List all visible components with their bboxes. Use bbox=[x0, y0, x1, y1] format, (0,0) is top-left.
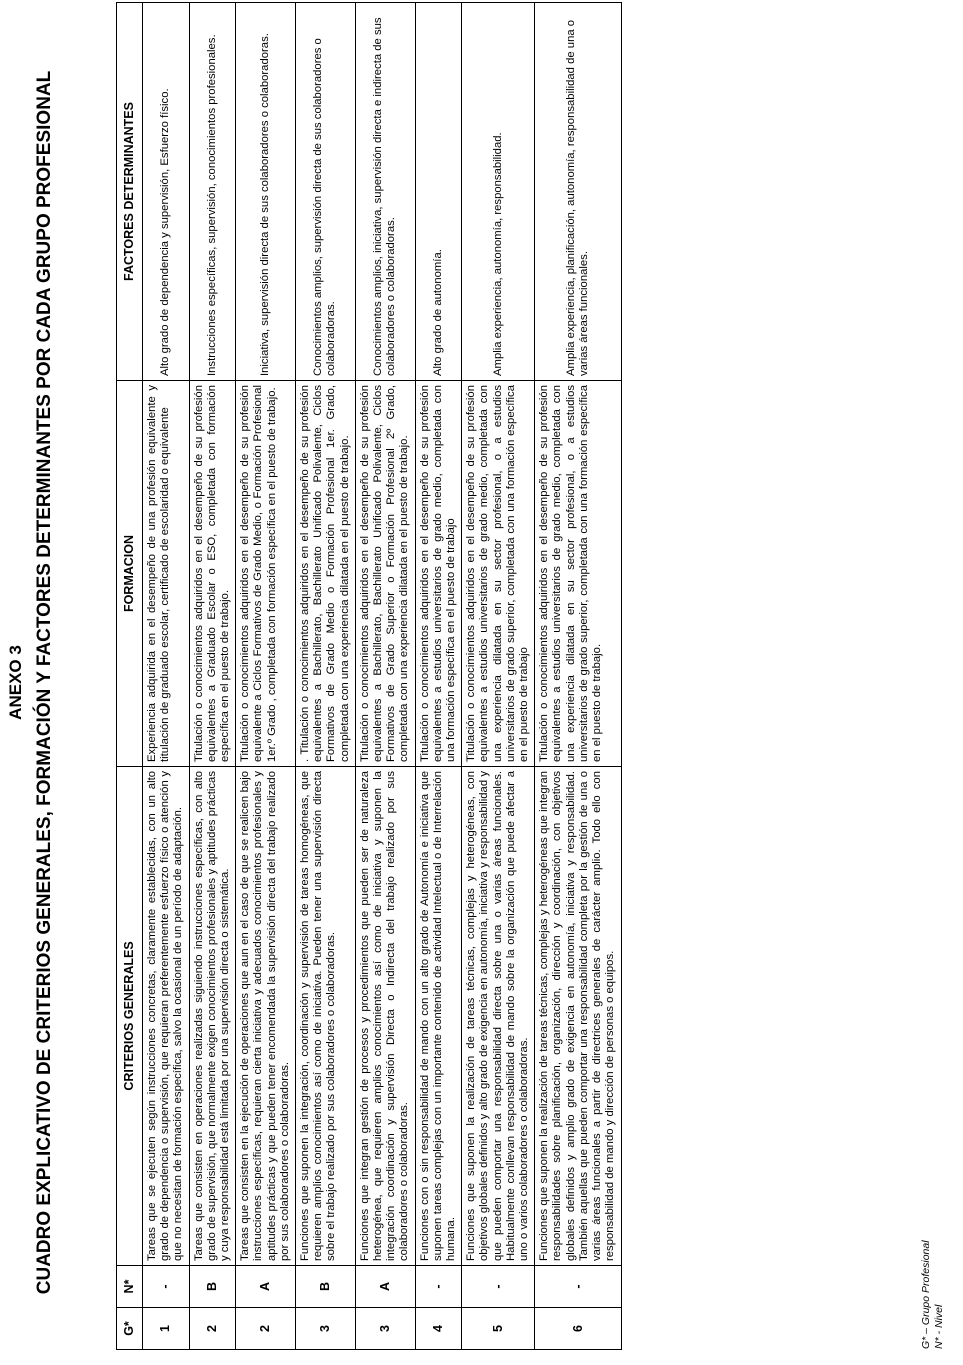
table-row bbox=[189, 3, 236, 1350]
criterios-cell: Tareas que consisten en la ejecución de operaciones que aun en el caso de que se realicen bajo instrucciones específicas, requieran cierta iniciativa y adecuados conocimientos profesionales y aptitudes prácticas y que pueden tener encomendada la supervisión directa del trabajo realizado por sus colaboradores o colaboradoras. bbox=[236, 767, 296, 1266]
factores-cell: Conocimientos amplios, supervisión directa de sus colaboradores o colaboradoras. bbox=[296, 3, 356, 381]
header-criterios: CRITERIOS GENERALES bbox=[117, 767, 143, 1266]
nivel-cell: - bbox=[535, 1266, 621, 1308]
formacion-cell: Titulación o conocimientos adquiridos en el desempeño de su profesión equivalentes a estudios universitarios de grado medio, completada con una experiencia dilatada en su sector profesional, o a estudios universitarios de grado superior, completada con una formación específica en el puesto de trabajo. bbox=[535, 381, 621, 767]
nivel-cell: A bbox=[236, 1266, 296, 1308]
formacion-cell: . Titulación o conocimientos adquiridos en el desempeño de su profesión equivalentes a Bachillerato, Bachillerato Unificado Polivalente, Ciclos Formativos de Grado Medio o Formación Profesional 1er. Grado, completada con una experiencia dilatada en el puesto de trabajo. bbox=[296, 381, 356, 767]
nivel-cell: - bbox=[462, 1266, 535, 1308]
footnote-nivel: N* - Nivel bbox=[932, 1304, 945, 1349]
header-grupo: G* bbox=[117, 1308, 143, 1350]
factores-cell: Conocimientos amplios, iniciativa, supervisión directa e indirecta de sus colaboradores o colaboradoras. bbox=[355, 3, 415, 381]
grupo-cell: 4 bbox=[415, 1308, 462, 1350]
classification-table bbox=[116, 2, 622, 1350]
header-factores: FACTORES DETERMINANTES bbox=[117, 3, 143, 381]
annex-label: ANEXO 3 bbox=[6, 645, 25, 720]
header-nivel: N* bbox=[117, 1266, 143, 1308]
criterios-cell: Funciones que suponen la integración, coordinación y supervisión de tareas homogéneas, que requieren amplios conocimientos así como de iniciativa. Pueden tener una supervisión directa sobre el trabajo realizado por sus colaboradores o colaboradoras. bbox=[296, 767, 356, 1266]
formacion-cell: Experiencia adquirida en el desempeño de una profesión equivalente y titulación de graduado escolar, certificado de escolaridad o equivalente bbox=[143, 381, 190, 767]
criterios-cell: Funciones que integran gestión de procesos y procedimientos que pueden ser de naturaleza heterogénea, que requieren amplios conocimientos así como de iniciativa y suponen la integración coordinación y supervisión Directa o Indirecta del trabajo realizado por sus colaboradores o colaboradoras. bbox=[355, 767, 415, 1266]
page-title: CUADRO EXPLICATIVO DE CRITERIOS GENERALES, FORMACIÓN Y FACTORES DETERMINANTES POR CADA GRUPO PROFESIONAL bbox=[34, 70, 55, 1295]
header-formacion: FORMACION bbox=[117, 381, 143, 767]
criterios-cell: Funciones con o sin responsabilidad de mando con un alto grado de Autonomía e iniciativa que suponen tareas complejas con un importante contenido de actividad Intelectual o de Interrelación humana. bbox=[415, 767, 462, 1266]
nivel-cell: - bbox=[143, 1266, 190, 1308]
table-row bbox=[143, 3, 190, 1350]
formacion-cell: Titulación o conocimientos adquiridos en el desempeño de su profesión equivalentes a estudios universitarios de grado medio, completada con una experiencia dilatada en su sector profesional, o a estudios universitarios de grado superior, completada con una formación específica en el puesto de trabajo bbox=[462, 381, 535, 767]
footnote-grupo: G* – Grupo Profesional bbox=[920, 1240, 932, 1349]
grupo-cell: 3 bbox=[296, 1308, 356, 1350]
criterios-cell: Funciones que suponen la realización de tareas técnicas, complejas y heterogéneas, con objetivos globales definidos y alto grado de exigencia en autonomía, iniciativa y responsabilidad y que pueden comportar una responsabilidad directa sobre una o varias áreas funcionales. Habitualmente conllevan responsabilidad de mando sobre la organización que puede afectar a uno o varios colaboradores o colaboradoras. bbox=[462, 767, 535, 1266]
table-row bbox=[236, 3, 296, 1350]
nivel-cell: B bbox=[296, 1266, 356, 1308]
factores-cell: Amplia experiencia, autonomía, responsabilidad. bbox=[462, 3, 535, 381]
formacion-cell: Titulación o conocimientos adquiridos en el desempeño de su profesión equivalentes a Bachillerato, Bachillerato Unificado Polivalente, Ciclos Formativos de Grado Superior o Formación Profesional 2º Grado, completada con una experiencia dilatada en el puesto de trabajo. bbox=[355, 381, 415, 767]
table-row bbox=[355, 3, 415, 1350]
criterios-cell: Funciones que suponen la realización de tareas técnicas, complejas y heterogéneas que integran responsabilidades sobre planificación, organización, dirección y coordinación, con objetivos globales definidos y amplio grado de exigencia en autonomía, iniciativa y responsabilidad. También aquellas que pueden comportar una responsabilidad completa por la gestión de una o varias áreas funcionales a partir de directrices generales de carácter amplio. Todo ello con responsabilidad de mando y dirección de personas o equipos. bbox=[535, 767, 621, 1266]
nivel-cell: - bbox=[415, 1266, 462, 1308]
factores-cell: Instrucciones específicas, supervisión, conocimientos profesionales. bbox=[189, 3, 236, 381]
criterios-cell: Tareas que se ejecuten según instrucciones concretas, claramente establecidas, con un alto grado de dependencia o supervisión, que requieran preferentemente esfuerzo físico o atención y que no necesitan de formación específica, salvo la ocasional de un período de adaptación. bbox=[143, 767, 190, 1266]
factores-cell: Alto grado de autonomía. bbox=[415, 3, 462, 381]
nivel-cell: B bbox=[189, 1266, 236, 1308]
factores-cell: Alto grado de dependencia y supervisión, Esfuerzo físico. bbox=[143, 3, 190, 381]
footnotes bbox=[920, 1240, 945, 1349]
formacion-cell: Titulación o conocimientos adquiridos en el desempeño de su profesión equivalentes a estudios universitarios de grado medio, completada con una formación específica en el puesto de trabajo bbox=[415, 381, 462, 767]
table-row bbox=[462, 3, 535, 1350]
table-row bbox=[415, 3, 462, 1350]
table-header-row bbox=[117, 3, 143, 1350]
formacion-cell: Titulación o conocimientos adquiridos en el desempeño de su profesión equivalente a Ciclos Formativos de Grado Medio, o Formación Profesional 1er.º Grado , completada con formación específica en el puesto de trabajo. bbox=[236, 381, 296, 767]
formacion-cell: Titulación o conocimientos adquiridos en el desempeño de su profesión equivalentes a Graduado Escolar o ESO, completada con formación específica en el puesto de trabajo. bbox=[189, 381, 236, 767]
criterios-cell: Tareas que consisten en operaciones realizadas siguiendo instrucciones específicas, con alto grado de supervisión, que normalmente exigen conocimientos profesionales y aptitudes prácticas y cuya responsabilidad está limitada por una supervisión directa o sistemática. bbox=[189, 767, 236, 1266]
grupo-cell: 6 bbox=[535, 1308, 621, 1350]
nivel-cell: A bbox=[355, 1266, 415, 1308]
grupo-cell: 1 bbox=[143, 1308, 190, 1350]
grupo-cell: 5 bbox=[462, 1308, 535, 1350]
factores-cell: Iniciativa, supervisión directa de sus colaboradores o colaboradoras. bbox=[236, 3, 296, 381]
grupo-cell: 2 bbox=[189, 1308, 236, 1350]
table-row bbox=[535, 3, 621, 1350]
table-row bbox=[296, 3, 356, 1350]
factores-cell: Amplia experiencia, planificación, autonomía, responsabilidad de una o varias áreas funcionales. bbox=[535, 3, 621, 381]
grupo-cell: 2 bbox=[236, 1308, 296, 1350]
grupo-cell: 3 bbox=[355, 1308, 415, 1350]
